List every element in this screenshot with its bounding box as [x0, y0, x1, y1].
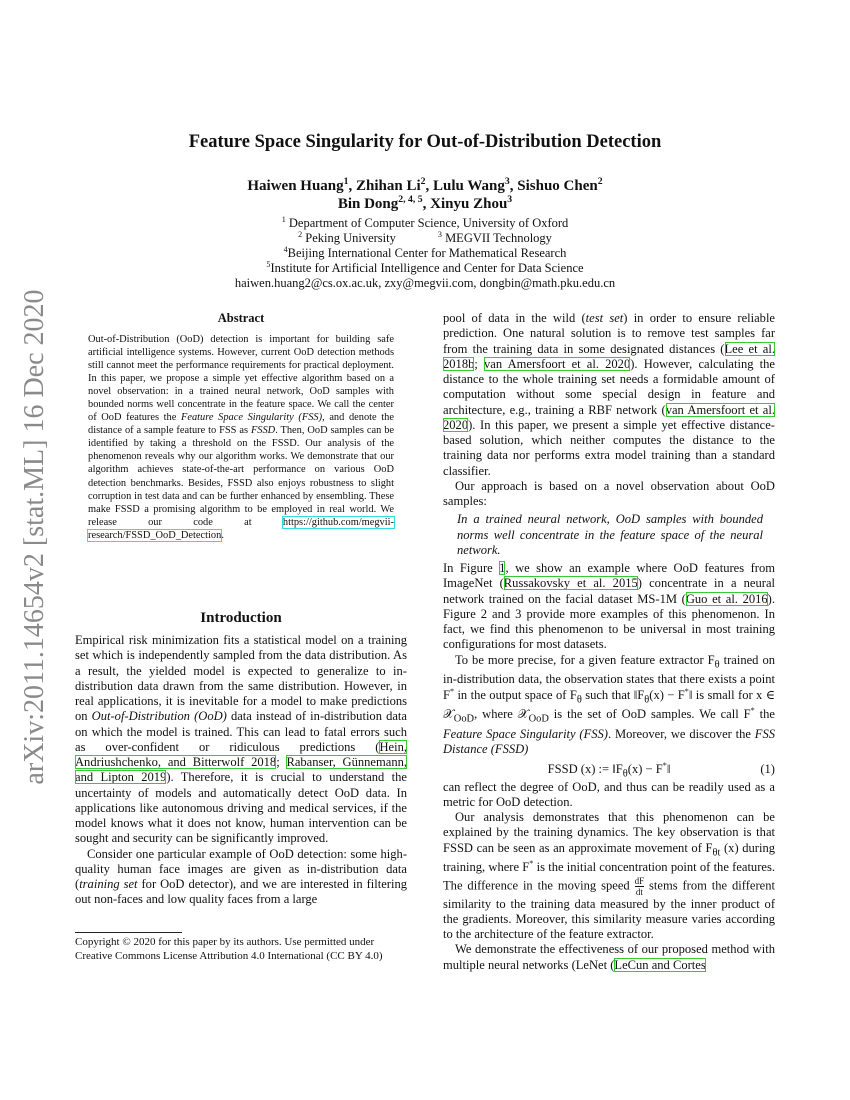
author-name: Bin Dong: [337, 196, 399, 212]
citation-link[interactable]: van Amersfoort et al. 2020: [443, 402, 775, 432]
equation-1: FSSD (x) := $‖F_\theta(x)$ − F*‖ (1): [443, 758, 775, 780]
observation-quote: In a trained neural network, OoD samples with bounded norms well concentrate in the feature space of the neural network.: [457, 512, 763, 557]
affiliation-4: $^4$Beijing International Center for Mathematical Research: [283, 244, 567, 260]
author-name: Zhihan Li: [356, 178, 421, 194]
author-sup: 2, 4, 5: [398, 194, 423, 205]
author-line-1: Haiwen Huang$^1$, Zhihan Li$^2$, Lulu Wang$^3$, Sishuo Chen$^2$: [247, 176, 603, 194]
affiliation-1: $^1$ Department of Computer Science, University of Oxford: [281, 214, 569, 230]
citation-link[interactable]: Hein, Andriushchenko, and Bitterwolf 2018: [75, 739, 407, 769]
paragraph: We demonstrate the effectiveness of our proposed method with multiple neural networks (LeNet (LeCun and Cortes: [443, 942, 775, 972]
figure-ref-link[interactable]: 1: [499, 561, 506, 575]
abstract-body: Out-of-Distribution (OoD) detection is important for building safe artificial intelligence systems. However, current OoD detection methods still cannot meet the performance requirements for practical deployment. In this paper, we propose a simple yet effective algorithm based on a novel observation: in a trained neural network, OoD samples with bounded norms well concentrate in the feature space. We call the center of OoD features the Feature Space Singularity (FSS), and denote the distance of a sample feature to FSS as FSSD. Then, OoD samples can be identified by taking a threshold on the FSSD. Our analysis of the phenomenon reveals why our algorithm works. We demonstrate that our algorithm achieves state-of-the-art performance on various OoD detection benchmarks. Besides, FSSD also enjoys robustness to slight corruption in test data and can be further enhanced by ensembling. These make FSSD a promising algorithm to be employed in real world. We release our code at https://github.com/megvii-research/FSSD_OoD_Detection.: [88, 334, 394, 541]
author-sup: 1: [343, 176, 349, 187]
citation-link[interactable]: LeCun and Cortes: [614, 957, 706, 972]
footnote-rule: [75, 932, 182, 933]
equation-number: (1): [760, 761, 775, 776]
citation-link[interactable]: Guo et al. 2016: [685, 591, 768, 606]
code-url-link[interactable]: https://github.com/megvii-research/FSSD_OoD_Detection: [88, 516, 394, 541]
author-line-2: Bin Dong$^{2, 4, 5}$, Xinyu Zhou$^3$: [337, 194, 513, 212]
arxiv-stamp: arXiv:2011.14654v2 [stat.ML] 16 Dec 2020: [19, 289, 50, 785]
author-sup: 2: [597, 176, 603, 187]
author-name: Lulu Wang: [433, 178, 505, 194]
affiliation-5: $^5$Institute for Artificial Intelligence and Center for Data Science: [266, 259, 584, 275]
paragraph: Empirical risk minimization fits a statistical model on a training set which is independently sampled from the data distribution. As a result, the yielded model is expected to generalize to in-distribution data drawn from the same distribution. However, in real applications, it is inevitable for a model to make predictions on Out-of-Distribution (OoD) data instead of in-distribution data on which the model is trained. This can lead to fatal errors such as over-confident or ridiculous predictions (Hein, Andriushchenko, and Bitterwolf 2018; Rabanser, Günnemann, and Lipton 2019). Therefore, it is crucial to understand the uncertainty of models and automatically detect OoD data. In applications like autonomous driving and medical services, if the model knows what it does not know, human intervention can be sought and security can be significantly improved.: [75, 633, 408, 846]
paragraph: can reflect the degree of OoD, and thus can be readily used as a metric for OoD detection.: [443, 779, 775, 809]
abstract-heading: Abstract: [217, 311, 265, 325]
citation-link[interactable]: Lee et al. 2018b: [443, 341, 775, 371]
author-sup: 3: [504, 176, 510, 187]
author-name: Haiwen Huang: [247, 178, 344, 194]
citation-link[interactable]: Rabanser, Günnemann, and Lipton 2019: [75, 755, 408, 785]
paragraph: pool of data in the wild (test set) in order to ensure reliable prediction. One natural solution is to remove test samples far from the training data in some designated distances (Lee et al. 2018b; van Amersfoort et al. 2020). However, calculating the distance to the whole training set needs a formidable amount of computation without some special design in feature and architecture, e.g., training a RBF network (van Amersfoort et al. 2020). In this paper, we present a simple yet effective distance-based solution, which neither computes the distance to the training data nor performs extra model training than a standard classifier.: [443, 311, 776, 478]
paragraph: Our analysis demonstrates that this phenomenon can be explained by the training dynamics. The key observation is that FSSD can be seen as an approximate movement of $F_{\theta t}$ (x) during training, where F* is the initial concentration point of the features. The difference in the moving speed $\frac{dF}{dt}$ stems from the different similarity to the training data measured by the inner product of the gradients. Moreover, this similarity measure varies according to the architecture of the feature extractor.: [443, 810, 775, 941]
author-emails: haiwen.huang2@cs.ox.ac.uk, zxy@megvii.com, dongbin@math.pku.edu.cn: [234, 276, 616, 290]
citation-link[interactable]: Russakovsky et al. 2015: [503, 576, 638, 591]
author-sup: 2: [420, 176, 426, 187]
copyright-footnote: Copyright © 2020 for this paper by its authors. Use permitted under Creative Commons License Attribution 4.0 International (CC BY 4.0): [75, 936, 383, 962]
author-name: Sishuo Chen: [517, 178, 598, 194]
left-column-body: [75, 633, 407, 908]
paragraph: Our approach is based on a novel observation about OoD samples:: [443, 478, 775, 508]
paper-title: Feature Space Singularity for Out-of-Distribution Detection: [188, 132, 662, 152]
author-sup: 3: [507, 194, 513, 205]
author-name: Xinyu Zhou: [430, 196, 508, 212]
paragraph: Consider one particular example of OoD detection: some high-quality human face images are given as in-distribution data (training set for OoD detector), and we are interested in filtering out non-faces and low quality faces from a large: [75, 846, 407, 907]
paragraph: In Figure 1, we show an example where OoD features from ImageNet (Russakovsky et al. 2015) concentrate in a neural network trained on the facial dataset MS-1M (Guo et al. 2016). Figure 2 and 3 provide more examples of this phenomenon. In fact, we find this phenomenon to be universal in most training configurations for most datasets.: [443, 561, 776, 652]
right-column-body: [443, 311, 775, 973]
paragraph: To be more precise, for a given feature extractor $F_\theta$ trained on in-distribution data, the observation states that there exists a point F* in the output space of $F_\theta$ such that $‖F_\theta(x)$ − F*‖ is small for x ∈ 𝒳$_{OoD}$, where 𝒳$_{OoD}$ is the set of OoD samples. We call F* the Feature Space Singularity (FSS). Moreover, we discover the FSS Distance (FSSD): [443, 652, 776, 757]
affiliation-2-3: $^2$ Peking University $^3$ MEGVII Technology: [298, 229, 552, 245]
citation-link[interactable]: van Amersfoort et al. 2020: [484, 356, 631, 371]
section-heading-introduction: Introduction: [200, 610, 282, 626]
